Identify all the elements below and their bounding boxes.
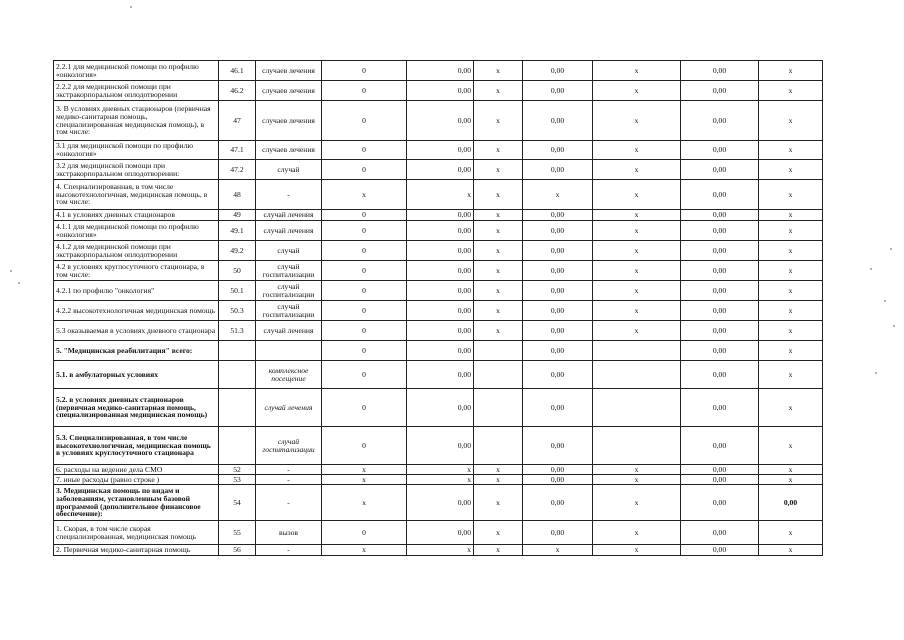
row-col10-cell: х	[759, 180, 823, 210]
table-row	[54, 61, 823, 81]
row-name-cell: 7. иные расходы (равно строке )	[54, 475, 219, 485]
row-unit-cell: случаев лечения	[256, 141, 322, 160]
row-name-cell: 1. Скорая, в том числе скорая специализированная, медицинская помощь	[54, 521, 219, 545]
row-col8-cell: х	[593, 261, 681, 281]
row-col4-cell: 0	[322, 221, 407, 241]
row-name-cell: 4.1.2 для медицинской помощи при экстракорпоральном оплодотворении	[54, 241, 219, 261]
row-col9-cell: 0,00	[681, 241, 759, 261]
row-col5-cell: 0,00	[407, 210, 474, 221]
row-col5-cell: 0,00	[407, 389, 474, 427]
table-row	[54, 281, 823, 301]
row-col10-cell: х	[759, 101, 823, 141]
row-col10-cell: х	[759, 389, 823, 427]
row-col8-cell: х	[593, 475, 681, 485]
row-col4-cell: х	[322, 485, 407, 521]
row-name-cell: 5.3 оказываемая в условиях дневного стационара	[54, 321, 219, 341]
row-col4-cell: х	[322, 475, 407, 485]
table-row	[54, 341, 823, 361]
row-code-cell: 49	[219, 210, 256, 221]
row-col10-cell: х	[759, 475, 823, 485]
scan-speck	[875, 372, 877, 374]
row-col8-cell: х	[593, 61, 681, 81]
row-unit-cell: случаев лечения	[256, 61, 322, 81]
row-col7-cell: 0,00	[523, 301, 593, 321]
row-col8-cell: х	[593, 321, 681, 341]
row-col9-cell: 0,00	[681, 141, 759, 160]
row-col6-cell: х	[474, 521, 523, 545]
table-row	[54, 475, 823, 485]
row-name-cell: 4.2.2 высокотехнологичная медицинская помощь	[54, 301, 219, 321]
row-name-cell: 6. расходы на ведение дела СМО	[54, 465, 219, 475]
row-col10-cell: х	[759, 241, 823, 261]
row-unit-cell: случай госпитализации	[256, 261, 322, 281]
row-col7-cell: 0,00	[523, 141, 593, 160]
row-col10-cell: х	[759, 321, 823, 341]
row-code-cell: 49.2	[219, 241, 256, 261]
row-name-cell: 4.1 в условиях дневных стационаров	[54, 210, 219, 221]
row-col4-cell: 0	[322, 361, 407, 389]
row-col5-cell: 0,00	[407, 160, 474, 180]
row-unit-cell: случаев лечения	[256, 101, 322, 141]
row-name-cell: 2.2.1 для медицинской помощи по профилю «онкология»	[54, 61, 219, 81]
table-row	[54, 361, 823, 389]
row-col7-cell: 0,00	[523, 321, 593, 341]
row-col4-cell: 0	[322, 61, 407, 81]
row-code-cell	[219, 361, 256, 389]
row-col6-cell: х	[474, 281, 523, 301]
row-col8-cell	[593, 389, 681, 427]
row-col5-cell: 0,00	[407, 221, 474, 241]
row-code-cell: 50	[219, 261, 256, 281]
row-unit-cell: случаев лечения	[256, 81, 322, 101]
row-col4-cell: 0	[322, 301, 407, 321]
row-col7-cell: х	[523, 545, 593, 556]
row-col5-cell: 0,00	[407, 281, 474, 301]
row-name-cell: 5. "Медицинская реабилитация" всего:	[54, 341, 219, 361]
row-col6-cell: х	[474, 210, 523, 221]
row-col7-cell: 0,00	[523, 281, 593, 301]
row-unit-cell: -	[256, 465, 322, 475]
row-name-cell: 5.3. Специализированная, в том числе высокотехнологичная, медицинская помощь в условиях круглосуточного стационара	[54, 427, 219, 465]
row-unit-cell: случай госпитализации	[256, 301, 322, 321]
row-col7-cell: 0,00	[523, 101, 593, 141]
row-col5-cell: х	[407, 545, 474, 556]
row-col4-cell: х	[322, 545, 407, 556]
row-col9-cell: 0,00	[681, 210, 759, 221]
row-col8-cell: х	[593, 545, 681, 556]
row-col6-cell: х	[474, 485, 523, 521]
row-code-cell: 46.1	[219, 61, 256, 81]
row-code-cell: 50.1	[219, 281, 256, 301]
row-col6-cell	[474, 341, 523, 361]
row-col6-cell: х	[474, 241, 523, 261]
row-col5-cell: 0,00	[407, 61, 474, 81]
row-code-cell: 48	[219, 180, 256, 210]
row-unit-cell: случай лечения	[256, 221, 322, 241]
row-code-cell: 47	[219, 101, 256, 141]
row-unit-cell	[256, 341, 322, 361]
row-unit-cell: случай лечения	[256, 389, 322, 427]
row-name-cell: 3.2 для медицинской помощи при экстракорпоральном оплодотворении:	[54, 160, 219, 180]
row-col7-cell: 0,00	[523, 221, 593, 241]
row-col4-cell: 0	[322, 210, 407, 221]
row-col9-cell: 0,00	[681, 475, 759, 485]
row-col5-cell: 0,00	[407, 301, 474, 321]
row-col5-cell: 0,00	[407, 341, 474, 361]
row-col4-cell: 0	[322, 81, 407, 101]
scan-speck	[130, 6, 132, 8]
row-col7-cell: 0,00	[523, 465, 593, 475]
row-col7-cell: 0,00	[523, 261, 593, 281]
row-col4-cell: 0	[322, 321, 407, 341]
row-name-cell: 3.1 для медицинской помощи по профилю «онкология»	[54, 141, 219, 160]
row-col6-cell	[474, 389, 523, 427]
row-unit-cell: случай	[256, 241, 322, 261]
row-name-cell: 3. В условиях дневных стационаров (первичная медико-санитарная помощь, специализированная медицинская помощь), в том числе:	[54, 101, 219, 141]
row-col10-cell: х	[759, 81, 823, 101]
row-col10-cell: х	[759, 361, 823, 389]
row-name-cell: 3. Медицинская помощь по видам и заболеваниям, установленным базовой программой (дополнительное финансовое обеспечение):	[54, 485, 219, 521]
table-row	[54, 210, 823, 221]
row-name-cell: 4.2 в условиях круглосуточного стационара, в том числе:	[54, 261, 219, 281]
row-col4-cell: 0	[322, 241, 407, 261]
table-row	[54, 141, 823, 160]
row-col9-cell: 0,00	[681, 180, 759, 210]
row-col9-cell: 0,00	[681, 545, 759, 556]
row-col6-cell: х	[474, 475, 523, 485]
row-name-cell: 5.1. в амбулаторных условиях	[54, 361, 219, 389]
row-col5-cell: 0,00	[407, 261, 474, 281]
row-col6-cell: х	[474, 160, 523, 180]
row-col9-cell: 0,00	[681, 427, 759, 465]
row-col4-cell: 0	[322, 521, 407, 545]
row-col10-cell: х	[759, 261, 823, 281]
row-col7-cell: х	[523, 180, 593, 210]
row-name-cell: 2. Первичная медико-санитарная помощь	[54, 545, 219, 556]
row-col9-cell: 0,00	[681, 261, 759, 281]
row-col5-cell: 0,00	[407, 361, 474, 389]
table-row	[54, 261, 823, 281]
financing-table	[53, 60, 823, 556]
row-col9-cell: 0,00	[681, 81, 759, 101]
row-unit-cell: -	[256, 180, 322, 210]
row-col6-cell: х	[474, 141, 523, 160]
row-unit-cell: случай госпитализации	[256, 427, 322, 465]
row-col5-cell: х	[407, 180, 474, 210]
scan-speck	[893, 325, 895, 327]
row-col10-cell: х	[759, 465, 823, 475]
row-code-cell	[219, 341, 256, 361]
row-col5-cell: 0,00	[407, 81, 474, 101]
row-col4-cell: 0	[322, 389, 407, 427]
row-col6-cell: х	[474, 81, 523, 101]
row-col10-cell: х	[759, 521, 823, 545]
row-unit-cell: случай	[256, 160, 322, 180]
row-code-cell: 56	[219, 545, 256, 556]
row-col10-cell: х	[759, 301, 823, 321]
row-col5-cell: 0,00	[407, 241, 474, 261]
row-col8-cell: х	[593, 521, 681, 545]
table-row	[54, 321, 823, 341]
row-col10-cell: х	[759, 141, 823, 160]
row-col7-cell: 0,00	[523, 160, 593, 180]
row-name-cell: 4.1.1 для медицинской помощи по профилю «онкология»	[54, 221, 219, 241]
row-col9-cell: 0,00	[681, 61, 759, 81]
row-col7-cell: 0,00	[523, 521, 593, 545]
table-row	[54, 241, 823, 261]
row-code-cell: 49.1	[219, 221, 256, 241]
row-col4-cell: 0	[322, 160, 407, 180]
row-unit-cell: -	[256, 475, 322, 485]
row-name-cell: 4. Специализированная, в том числе высокотехнологичная, медицинская помощь, в том числе:	[54, 180, 219, 210]
row-code-cell: 46.2	[219, 81, 256, 101]
row-col10-cell: 0,00	[759, 485, 823, 521]
row-col9-cell: 0,00	[681, 101, 759, 141]
row-col4-cell: 0	[322, 281, 407, 301]
row-code-cell: 54	[219, 485, 256, 521]
row-col7-cell: 0,00	[523, 61, 593, 81]
row-col5-cell: 0,00	[407, 101, 474, 141]
row-col6-cell: х	[474, 545, 523, 556]
row-col6-cell: х	[474, 101, 523, 141]
row-col9-cell: 0,00	[681, 160, 759, 180]
row-col8-cell: х	[593, 210, 681, 221]
row-col8-cell: х	[593, 141, 681, 160]
row-col5-cell: х	[407, 465, 474, 475]
row-code-cell: 51.3	[219, 321, 256, 341]
row-code-cell: 52	[219, 465, 256, 475]
row-col9-cell: 0,00	[681, 389, 759, 427]
row-col7-cell: 0,00	[523, 485, 593, 521]
row-col10-cell: х	[759, 61, 823, 81]
row-col6-cell: х	[474, 465, 523, 475]
table-row	[54, 221, 823, 241]
row-col8-cell	[593, 427, 681, 465]
row-code-cell: 47.2	[219, 160, 256, 180]
row-code-cell: 47.1	[219, 141, 256, 160]
table-row	[54, 389, 823, 427]
row-name-cell: 5.2. в условиях дневных стационаров (первичная медико-санитарная помощь, специализированная медицинская помощь)	[54, 389, 219, 427]
row-col8-cell: х	[593, 301, 681, 321]
row-col6-cell: х	[474, 261, 523, 281]
row-col4-cell: х	[322, 465, 407, 475]
row-col9-cell: 0,00	[681, 465, 759, 475]
row-col8-cell: х	[593, 241, 681, 261]
row-col9-cell: 0,00	[681, 521, 759, 545]
row-col7-cell: 0,00	[523, 81, 593, 101]
row-unit-cell: вызов	[256, 521, 322, 545]
row-col7-cell: 0,00	[523, 210, 593, 221]
row-unit-cell: случай лечения	[256, 321, 322, 341]
row-col4-cell: 0	[322, 341, 407, 361]
table-row	[54, 180, 823, 210]
row-col6-cell: х	[474, 221, 523, 241]
row-unit-cell: случай госпитализации	[256, 281, 322, 301]
table-row	[54, 81, 823, 101]
row-code-cell: 50.3	[219, 301, 256, 321]
row-col9-cell: 0,00	[681, 321, 759, 341]
row-col8-cell: х	[593, 160, 681, 180]
table-row	[54, 545, 823, 556]
scan-speck	[10, 270, 12, 272]
row-col6-cell: х	[474, 180, 523, 210]
row-col6-cell: х	[474, 321, 523, 341]
row-col5-cell: х	[407, 475, 474, 485]
row-col7-cell: 0,00	[523, 475, 593, 485]
scan-speck	[890, 248, 892, 250]
row-col4-cell: 0	[322, 141, 407, 160]
row-col9-cell: 0,00	[681, 361, 759, 389]
row-col7-cell: 0,00	[523, 341, 593, 361]
row-col8-cell	[593, 341, 681, 361]
row-code-cell: 53	[219, 475, 256, 485]
row-col8-cell: х	[593, 101, 681, 141]
row-code-cell	[219, 427, 256, 465]
row-col8-cell: х	[593, 180, 681, 210]
row-col6-cell	[474, 361, 523, 389]
row-col5-cell: 0,00	[407, 521, 474, 545]
row-col9-cell: 0,00	[681, 281, 759, 301]
row-col10-cell: х	[759, 427, 823, 465]
row-col5-cell: 0,00	[407, 485, 474, 521]
table-row	[54, 427, 823, 465]
row-col8-cell: х	[593, 485, 681, 521]
row-col4-cell: 0	[322, 261, 407, 281]
row-col8-cell: х	[593, 281, 681, 301]
row-col9-cell: 0,00	[681, 221, 759, 241]
row-col10-cell: х	[759, 210, 823, 221]
row-col5-cell: 0,00	[407, 141, 474, 160]
scan-speck	[18, 282, 20, 284]
table-row	[54, 101, 823, 141]
row-col5-cell: 0,00	[407, 427, 474, 465]
table-row	[54, 485, 823, 521]
row-code-cell	[219, 389, 256, 427]
scan-speck	[884, 300, 886, 302]
row-unit-cell: комплексное посещение	[256, 361, 322, 389]
table-row	[54, 160, 823, 180]
row-col8-cell: х	[593, 221, 681, 241]
row-name-cell: 4.2.1 по профилю "онкология"	[54, 281, 219, 301]
row-col8-cell: х	[593, 81, 681, 101]
row-col8-cell: х	[593, 465, 681, 475]
row-unit-cell: -	[256, 485, 322, 521]
table-row	[54, 301, 823, 321]
row-col10-cell: х	[759, 281, 823, 301]
table-row	[54, 521, 823, 545]
row-col6-cell: х	[474, 61, 523, 81]
row-name-cell: 2.2.2 для медицинской помощи при экстракорпоральном оплодотворении	[54, 81, 219, 101]
row-code-cell: 55	[219, 521, 256, 545]
scan-speck	[870, 268, 872, 270]
row-unit-cell: случай лечения	[256, 210, 322, 221]
row-col10-cell: х	[759, 341, 823, 361]
row-col9-cell: 0,00	[681, 485, 759, 521]
row-unit-cell: -	[256, 545, 322, 556]
row-col7-cell: 0,00	[523, 427, 593, 465]
row-col7-cell: 0,00	[523, 361, 593, 389]
row-col9-cell: 0,00	[681, 301, 759, 321]
row-col10-cell: х	[759, 160, 823, 180]
row-col7-cell: 0,00	[523, 389, 593, 427]
row-col8-cell	[593, 361, 681, 389]
row-col6-cell	[474, 427, 523, 465]
row-col6-cell: х	[474, 301, 523, 321]
row-col9-cell: 0,00	[681, 341, 759, 361]
row-col4-cell: 0	[322, 101, 407, 141]
row-col4-cell: х	[322, 180, 407, 210]
row-col10-cell: х	[759, 221, 823, 241]
row-col5-cell: 0,00	[407, 321, 474, 341]
row-col10-cell: х	[759, 545, 823, 556]
table-row	[54, 465, 823, 475]
row-col4-cell: 0	[322, 427, 407, 465]
row-col7-cell: 0,00	[523, 241, 593, 261]
